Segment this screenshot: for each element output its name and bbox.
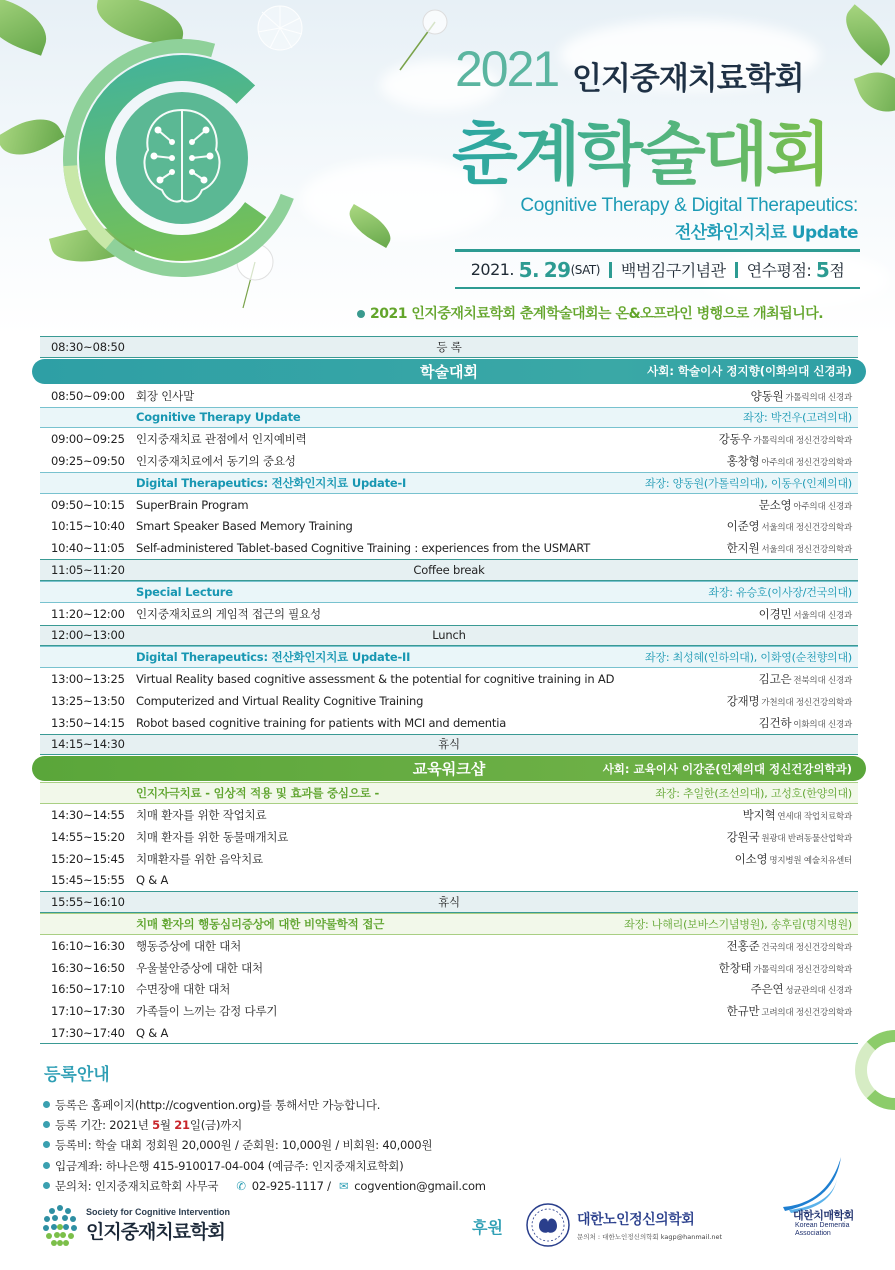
speaker-name: 김건하 [758, 715, 792, 730]
sponsor-label: 후원 [472, 1218, 503, 1237]
speaker [727, 693, 858, 709]
time: 11:20~12:00 [51, 606, 125, 621]
schedule-row [40, 537, 858, 559]
item-title: 우울불안증상에 대한 대처 [136, 960, 263, 975]
registration-item [43, 1137, 486, 1157]
item-title: 치매 환자를 위한 동물매개치료 [136, 829, 289, 844]
registration-text: 등록은 홈페이지(http://cogvention.org)를 통해서만 가능합니다. [55, 1098, 381, 1112]
speaker-name: 전홍준 [726, 938, 760, 953]
time: 17:30~17:40 [51, 1025, 125, 1040]
leaf-decoration [835, 4, 895, 66]
bullet-icon [43, 1101, 50, 1108]
schedule-row [40, 690, 858, 712]
session-title: 치매 환자의 행동심리증상에 대한 비약물학적 접근 [136, 917, 385, 932]
divider [609, 262, 612, 278]
schedule-row [40, 1000, 858, 1022]
time: 15:20~15:45 [51, 851, 125, 866]
bullet-icon [43, 1162, 50, 1169]
bullet-icon [43, 1182, 50, 1189]
session-chair: 좌장: 최성혜(인하의대), 이화영(순천향의대) [644, 651, 852, 665]
schedule-row [40, 848, 858, 870]
speaker-name: 양동원 [750, 388, 784, 403]
kgp-logo [525, 1202, 722, 1248]
brain-logo-icon [62, 38, 302, 278]
speaker-affiliation: 아주의대 신경과 [793, 501, 852, 512]
credit-label: 연수평점: [746, 261, 812, 280]
session-header [40, 782, 858, 804]
speaker [735, 851, 858, 867]
event-title: 춘계학술대회 [452, 101, 828, 198]
schedule-row [40, 1022, 858, 1044]
registration-info [43, 1097, 486, 1198]
section-host: 사회: 학술이사 정지향(이화의대 신경과) [647, 364, 852, 379]
item-title: Q & A [136, 873, 169, 888]
item-title: 회장 인사말 [136, 388, 194, 403]
subtitle-en: Cognitive Therapy & Digital Therapeutics: [520, 195, 858, 216]
schedule-row [40, 870, 858, 892]
mail-icon: ✉ [338, 1178, 349, 1193]
time: 14:55~15:20 [51, 829, 125, 844]
speaker [727, 1003, 858, 1019]
session-chair: 좌장: 박건우(고려의대) [743, 411, 852, 425]
speaker-affiliation: 성균관의대 신경과 [785, 986, 852, 997]
item-title: 수면장애 대한 대처 [136, 982, 231, 997]
society-name-en: Society for Cognitive Intervention [86, 1206, 231, 1217]
registration-item [43, 1178, 486, 1198]
schedule-row [40, 428, 858, 450]
item-title: 가족들이 느끼는 감정 다루기 [136, 1004, 278, 1019]
society-name-ko: 인지중재치료학회 [86, 1220, 225, 1243]
event-year: 2021 [455, 41, 559, 97]
time: 09:00~09:25 [51, 432, 125, 447]
session-title: 인지자극치료 - 임상적 적용 및 효과를 중심으로 - [136, 786, 380, 801]
time: 13:00~13:25 [51, 672, 125, 687]
speaker [751, 388, 858, 404]
session-title: Digital Therapeutics: 전산화인지치료 Update-II [136, 650, 411, 665]
item-title: 치매환자를 위한 음악치료 [136, 851, 263, 866]
credit-value: 5 [815, 257, 830, 282]
society-name: 인지중재치료학회 [572, 61, 804, 97]
schedule-row [40, 979, 858, 1001]
item-title: 치매 환자를 위한 작업치료 [136, 808, 267, 823]
time: 09:25~09:50 [51, 454, 125, 469]
leaf-decoration [0, 0, 55, 56]
schedule-break-row [40, 891, 858, 913]
time: 16:30~16:50 [51, 960, 125, 975]
session-header [40, 913, 858, 935]
item-title: 인지중재치료 관점에서 인지예비력 [136, 432, 307, 447]
brain-dots-icon [40, 1203, 80, 1247]
leaf-decoration [854, 64, 895, 120]
date-day: 29 [543, 257, 571, 282]
time: 08:50~09:00 [51, 388, 125, 403]
credit-unit: 점 [829, 261, 845, 280]
speaker [727, 938, 858, 954]
subtitle-ko: 전산화인지치료 Update [674, 223, 858, 243]
speaker-affiliation: 서울의대 신경과 [793, 610, 852, 621]
schedule-row [40, 712, 858, 734]
session-chair: 좌장: 추일한(조선의대), 고성호(한양의대) [655, 787, 852, 801]
leaf-decoration [0, 107, 64, 166]
date-month: 5. [518, 257, 540, 282]
session-header [40, 472, 858, 494]
time: 13:50~14:15 [51, 715, 125, 730]
registration-text: 입금계좌: 하나은행 415-910017-04-004 (예금주: 인지중재치료학회) [55, 1158, 404, 1173]
header [0, 0, 895, 335]
speaker [759, 715, 858, 731]
session-header [40, 646, 858, 668]
speaker-affiliation: 전북의대 신경과 [793, 676, 852, 687]
item-title: 인지중재치료의 게임적 접근의 필요성 [136, 606, 321, 621]
item-title: Robot based cognitive training for patients with MCI and dementia [136, 715, 507, 730]
kda-name-en-line2: Association [795, 1230, 831, 1237]
speaker-name: 이준영 [726, 519, 760, 534]
session-header [40, 407, 858, 429]
speaker-affiliation: 건국의대 정신건강의학과 [761, 942, 852, 953]
speaker [719, 960, 858, 976]
hybrid-notice [357, 303, 823, 323]
speaker-name: 김고은 [758, 672, 792, 687]
speaker-affiliation: 이화의대 신경과 [793, 719, 852, 730]
item-title: 인지중재치료에서 동기의 중요성 [136, 454, 296, 469]
time: 09:50~10:15 [51, 497, 125, 512]
time: 11:05~11:20 [51, 563, 125, 578]
deadline-day: 21 [174, 1118, 190, 1133]
item-title: 휴식 [438, 737, 460, 752]
speaker-name: 강원국 [726, 829, 760, 844]
speaker-name: 이소영 [734, 851, 768, 866]
session-title: Cognitive Therapy Update [136, 410, 301, 425]
speaker [727, 540, 858, 556]
time: 16:10~16:30 [51, 938, 125, 953]
item-title: Computerized and Virtual Reality Cognitive Training [136, 693, 424, 708]
phone-icon: ✆ [236, 1178, 246, 1193]
speaker-name: 문소영 [758, 497, 792, 512]
kda-swoosh-icon [775, 1155, 870, 1215]
time: 10:40~11:05 [51, 541, 125, 556]
speaker-affiliation: 명지병원 예술치유센터 [769, 855, 852, 866]
speaker-affiliation: 가톨릭의대 정신건강의학과 [753, 964, 852, 975]
session-chair: 좌장: 유승호(이사장/건국의대) [708, 585, 852, 599]
schedule-row [40, 668, 858, 690]
kda-name-en [795, 1222, 849, 1238]
speaker-affiliation: 연세대 작업치료학과 [777, 812, 852, 823]
time: 14:15~14:30 [51, 737, 125, 752]
speaker-affiliation: 고려의대 정신건강의학과 [761, 1008, 852, 1019]
bullet-icon [43, 1141, 50, 1148]
speaker-name: 강동우 [718, 432, 752, 447]
item-title: 휴식 [438, 895, 460, 910]
kgp-name: 대한노인정신의학회 [577, 1212, 695, 1228]
section-host: 사회: 교육이사 이강준(인제의대 정신건강의학과) [602, 761, 852, 776]
speaker [759, 497, 858, 513]
registration-item [43, 1158, 486, 1178]
schedule-break-row [40, 734, 858, 756]
kda-name-en-line1: Korean Dementia [795, 1222, 850, 1229]
ring-decoration [855, 1030, 895, 1110]
date-prefix: 2021. [470, 260, 515, 279]
item-title: Smart Speaker Based Memory Training [136, 519, 353, 534]
item-title: Coffee break [413, 563, 485, 578]
time: 12:00~13:00 [51, 628, 125, 643]
speaker [743, 807, 858, 823]
time: 17:10~17:30 [51, 1004, 125, 1019]
speaker-affiliation: 아주의대 정신건강의학과 [761, 458, 852, 469]
item-title: 등 록 [436, 339, 462, 354]
speaker-name: 박지혁 [742, 808, 776, 823]
speaker [759, 606, 858, 622]
section-banner-conference [32, 359, 866, 384]
registration-text: 등록 기간: 2021년 [55, 1118, 153, 1133]
item-title: Self-administered Tablet-based Cognitive Training : experiences from the USMART [136, 541, 591, 556]
registration-text: 등록비: 학술 대회 정회원 20,000원 / 준회원: 10,000원 / 비회원: 40,000원 [55, 1138, 433, 1153]
speaker [719, 431, 858, 447]
item-title: SuperBrain Program [136, 497, 249, 512]
bullet-icon [43, 1121, 50, 1128]
time: 13:25~13:50 [51, 693, 125, 708]
speaker-name: 한규만 [726, 1004, 760, 1019]
time: 14:30~14:55 [51, 808, 125, 823]
deadline-month: 5 [152, 1118, 160, 1133]
session-chair: 좌장: 양동원(가톨릭의대), 이동우(인제의대) [644, 476, 852, 490]
schedule-break-row [40, 625, 858, 647]
speaker-name: 홍창형 [726, 454, 760, 469]
schedule-row [40, 385, 858, 407]
schedule-row [40, 957, 858, 979]
speaker-affiliation: 가톨릭의대 정신건강의학과 [753, 436, 852, 447]
session-title: Special Lecture [136, 584, 233, 599]
time: 15:55~16:10 [51, 895, 125, 910]
item-title: Virtual Reality based cognitive assessment & the potential for cognitive training in AD [136, 672, 615, 687]
notice-text: 2021 인지중재치료학회 춘계학술대회는 온&오프라인 병행으로 개최됩니다. [370, 306, 824, 322]
schedule-row [40, 494, 858, 516]
kgp-contact: 문의처 : 대한노인정신의학회 kagp@hanmail.net [577, 1233, 723, 1241]
divider [735, 262, 738, 278]
time: 08:30~08:50 [51, 339, 125, 354]
session-chair: 좌장: 나해리(보바스기념병원), 송후림(명지병원) [624, 918, 852, 932]
schedule-table [40, 336, 858, 1044]
venue: 백범김구기념관 [620, 261, 726, 280]
bullet-icon [357, 310, 365, 318]
kda-logo [775, 1155, 870, 1245]
registration-title: 등록안내 [44, 1065, 110, 1085]
schedule-row [40, 450, 858, 472]
kgp-emblem-icon [525, 1202, 571, 1248]
phone-number: 02-925-1117 / [251, 1178, 331, 1193]
section-title: 학술대회 [420, 362, 478, 381]
schedule-row [40, 935, 858, 957]
schedule-row [40, 826, 858, 848]
schedule-row [40, 603, 858, 625]
speaker-name: 한창태 [718, 960, 752, 975]
speaker [727, 518, 858, 534]
event-info-bar [455, 249, 860, 289]
schedule-row [40, 516, 858, 538]
registration-item [43, 1097, 486, 1117]
speaker [727, 453, 858, 469]
section-title: 교육워크샵 [412, 760, 486, 779]
speaker [751, 981, 858, 997]
schedule-break-row [40, 336, 858, 358]
date-weekday: (SAT) [570, 262, 600, 277]
speaker-name: 강재명 [726, 693, 760, 708]
item-title: Lunch [432, 628, 466, 643]
speaker-affiliation: 서울의대 정신건강의학과 [761, 545, 852, 556]
item-title: Q & A [136, 1025, 169, 1040]
speaker-name: 이경민 [758, 606, 792, 621]
speaker-affiliation: 서울의대 정신건강의학과 [761, 523, 852, 534]
registration-text: 문의처: 인지중재치료학회 사무국 [55, 1178, 219, 1193]
speaker [727, 829, 858, 845]
time: 10:15~10:40 [51, 519, 125, 534]
speaker [759, 671, 858, 687]
society-logo [40, 1203, 230, 1247]
speaker-name: 한지원 [726, 541, 760, 556]
registration-text: 일(금)까지 [189, 1118, 243, 1133]
session-title: Digital Therapeutics: 전산화인지치료 Update-I [136, 475, 407, 490]
item-title: 행동증상에 대한 대처 [136, 938, 242, 953]
registration-text: 월 [159, 1118, 175, 1133]
speaker-affiliation: 가톨릭의대 신경과 [785, 392, 852, 403]
schedule-break-row [40, 559, 858, 581]
section-banner-workshop [32, 756, 866, 781]
time: 16:50~17:10 [51, 982, 125, 997]
time: 15:45~15:55 [51, 873, 125, 888]
session-header [40, 581, 858, 603]
email-address: cogvention@gmail.com [354, 1178, 486, 1193]
speaker-affiliation: 원광대 반려동물산업학과 [761, 833, 852, 844]
schedule-row [40, 804, 858, 826]
speaker-name: 주은연 [750, 982, 784, 997]
registration-item [43, 1117, 486, 1137]
kda-name: 대한치매학회 [793, 1209, 854, 1222]
speaker-affiliation: 가천의대 정신건강의학과 [761, 697, 852, 708]
